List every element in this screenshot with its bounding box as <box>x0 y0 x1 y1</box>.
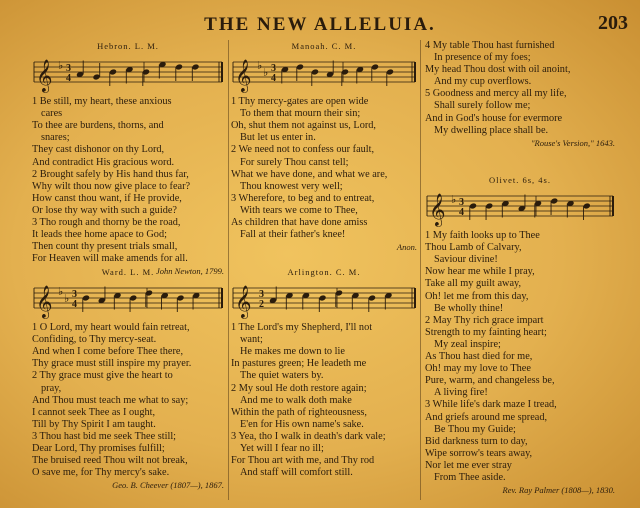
verse-line: A living fire! <box>434 387 488 399</box>
treble-clef: 𝄞 <box>235 285 252 319</box>
verse-line: Pure, warm, and changeless be, <box>425 375 555 387</box>
verse-line: I cannot seek Thee as I ought, <box>32 406 156 418</box>
hymn-lines <box>32 322 224 479</box>
verse-line: 2 May Thy rich grace impart <box>425 314 544 326</box>
music-staff-hebron <box>32 52 224 96</box>
verse-line: My dwelling place shall be. <box>434 124 549 136</box>
verse-line: What we have done, and what we are, <box>231 168 388 180</box>
verse-line: From Thee aside. <box>434 471 506 483</box>
hymn-author: Geo. B. Cheever (1807—), 1867. <box>112 480 224 491</box>
verse-line: And contradict His gracious word. <box>32 156 175 168</box>
time-signature-bottom: 4 <box>66 73 71 85</box>
verse-line: The bruised reed Thou wilt not break, <box>32 455 188 467</box>
hymn-lines <box>231 96 417 241</box>
tune-heading: Manoah. C. M. <box>291 41 357 51</box>
time-signature-bottom: 4 <box>72 299 77 311</box>
verse-line: Confiding, to Thy mercy-seat. <box>32 334 157 346</box>
time-signature-bottom: 4 <box>459 207 464 219</box>
verse-line: And staff will comfort still. <box>240 467 353 479</box>
tune-heading: Arlington. C. M. <box>287 267 361 277</box>
verse-line: But let us enter in. <box>240 132 316 144</box>
music-staff-olivet <box>425 186 615 230</box>
hymn-author: "Rouse's Version," 1643. <box>530 137 615 148</box>
verse-line: Within the path of righteousness, <box>231 406 367 418</box>
hymn-author: John Newton, 1799. <box>156 266 224 277</box>
treble-clef: 𝄞 <box>36 285 53 319</box>
flat-sign: ♭ <box>64 292 70 306</box>
verse-line: And when I come before Thee there, <box>32 346 184 358</box>
time-signature-top: 3 <box>459 197 464 209</box>
verse-line: Or lose thy way with such a guide? <box>32 204 177 216</box>
verse-line: And in God's house for evermore <box>425 112 563 124</box>
time-signature-top: 3 <box>259 289 264 301</box>
tune-heading: Olivet. 6s, 4s. <box>489 175 551 185</box>
verse-line: To them that mourn their sin; <box>240 108 361 120</box>
time-signature-bottom: 4 <box>271 73 276 85</box>
hymn-lines <box>32 96 224 265</box>
verse-line: To thee are burdens, thorns, and <box>32 120 164 132</box>
verse-line: Fall at their father's knee! <box>240 229 346 241</box>
verse-line: 3 While life's dark maze I tread, <box>425 399 557 411</box>
flat-sign: ♭ <box>58 285 64 299</box>
verse-line: Why wilt thou now give place to fear? <box>32 180 191 192</box>
hymn-arlington <box>231 266 417 479</box>
verse-line: Then count thy present trials small, <box>32 241 178 253</box>
verse-line: 3 Wherefore, to beg and to entreat, <box>231 192 375 204</box>
verse-line: Oh, shut them not against us, Lord, <box>231 120 377 132</box>
verse-line: For surely Thou canst tell; <box>240 156 349 168</box>
verse-line: Be wholly thine! <box>434 302 504 314</box>
treble-clef: 𝄞 <box>235 59 252 93</box>
verse-line: want; <box>240 334 263 346</box>
verse-line: As Thou hast died for me, <box>425 351 533 363</box>
verse-line: Saviour divine! <box>434 254 498 266</box>
treble-clef: 𝄞 <box>36 59 53 93</box>
verse-line: 5 Goodness and mercy all my life, <box>425 88 567 100</box>
hymn-psalm23-continued <box>425 40 615 149</box>
verse-line: Thy grace must still inspire my prayer. <box>32 358 192 370</box>
verse-line: pray, <box>41 382 62 394</box>
verse-line: Oh! may my love to Thee <box>425 363 531 375</box>
verse-line: Thou knowest very well; <box>240 180 343 192</box>
verse-line: Oh! let me from this day, <box>425 290 529 302</box>
verse-line: 3 Tho rough and thorny be the road, <box>32 217 181 229</box>
verse-line: 2 Brought safely by His hand thus far, <box>32 168 189 180</box>
verse-line: And my cup overflows. <box>434 76 532 88</box>
hymn-manoah <box>231 40 417 253</box>
hymn-olivet <box>425 174 615 496</box>
flat-sign: ♭ <box>451 193 457 207</box>
column-divider <box>228 40 229 500</box>
verse-line: 3 Yea, tho I walk in death's dark vale; <box>231 430 386 442</box>
verse-line: Take all my guilt away, <box>425 278 522 290</box>
verse-line: Dear Lord, Thy promises fulfill; <box>32 443 165 455</box>
verse-line: Be Thou my Guide; <box>434 423 516 435</box>
hymn-hebron <box>32 40 224 278</box>
verse-line: 2 My soul He doth restore again; <box>231 382 367 394</box>
time-signature-top: 3 <box>271 63 276 75</box>
verse-line: It leads thee home apace to God; <box>32 229 167 241</box>
page-title: THE NEW ALLELUIA. <box>204 14 436 35</box>
verse-line: Strength to my fainting heart; <box>425 326 547 338</box>
time-signature-top: 3 <box>66 63 71 75</box>
verse-line: Wipe sorrow's tears away, <box>425 447 533 459</box>
flat-sign: ♭ <box>58 59 64 73</box>
verse-line: And griefs around me spread, <box>425 411 548 423</box>
verse-line: Shall surely follow me; <box>434 100 531 112</box>
hymn-author: Rev. Ray Palmer (1808—), 1830. <box>502 485 615 496</box>
hymn-ward <box>32 266 224 491</box>
verse-line: Yet will I fear no ill; <box>240 443 324 455</box>
verse-line: And Thou must teach me what to say; <box>32 394 189 406</box>
time-signature-bottom: 2 <box>259 299 264 311</box>
hymn-lines <box>425 40 615 137</box>
verse-line: Till by Thy Spirit I am taught. <box>32 418 156 430</box>
verse-line: For Heaven will make amends for all. <box>32 253 188 265</box>
verse-line: My zeal inspire; <box>434 338 501 350</box>
verse-line: 4 My table Thou hast furnished <box>425 40 555 51</box>
flat-sign: ♭ <box>263 66 269 80</box>
verse-line: 2 We need not to confess our fault, <box>231 144 375 156</box>
verse-line: As children that have done amiss <box>231 217 368 229</box>
hymn-lines <box>425 230 615 484</box>
verse-line: E'en for His own name's sake. <box>240 418 364 430</box>
verse-line: 1 The Lord's my Shepherd, I'll not <box>231 322 373 334</box>
column-divider <box>420 40 421 500</box>
time-signature-top: 3 <box>72 289 77 301</box>
flat-sign: ♭ <box>257 59 263 73</box>
verse-line: Thou Lamb of Calvary, <box>425 242 522 254</box>
music-staff-arlington <box>231 278 417 322</box>
music-staff-ward <box>32 278 224 322</box>
verse-line: 1 Thy mercy-gates are open wide <box>231 96 369 108</box>
tune-heading: Hebron. L. M. <box>97 41 159 51</box>
verse-line: 1 O Lord, my heart would fain retreat, <box>32 322 190 334</box>
verse-line: Now hear me while I pray, <box>425 266 535 278</box>
verse-line: cares <box>41 108 63 120</box>
verse-line: And me to walk doth make <box>240 394 352 406</box>
verse-line: In presence of my foes; <box>434 52 531 64</box>
music-staff-manoah <box>231 52 417 96</box>
verse-line: They cast dishonor on thy Lord, <box>32 144 165 156</box>
hymn-lines <box>231 322 417 479</box>
verse-line: With tears we come to Thee, <box>240 204 358 216</box>
verse-line: The quiet waters by. <box>240 370 324 382</box>
verse-line: 3 Thou hast bid me seek Thee still; <box>32 430 177 442</box>
treble-clef: 𝄞 <box>429 193 446 227</box>
verse-line: 2 Thy grace must give the heart to <box>32 370 173 382</box>
verse-line: He makes me down to lie <box>240 346 345 358</box>
tune-heading: Ward. L. M. <box>101 267 155 277</box>
page-number: 203 <box>598 12 628 34</box>
verse-line: How canst thou want, if He provide, <box>32 192 182 204</box>
verse-line: 1 My faith looks up to Thee <box>425 230 540 242</box>
verse-line: snares; <box>41 132 70 144</box>
verse-line: Bid darkness turn to day, <box>425 435 528 447</box>
verse-line: 1 Be still, my heart, these anxious <box>32 96 172 108</box>
verse-line: For Thou art with me, and Thy rod <box>231 455 375 467</box>
verse-line: O save me, for Thy mercy's sake. <box>32 467 170 479</box>
verse-line: Nor let me ever stray <box>425 459 512 471</box>
hymn-author: Anon. <box>396 242 417 253</box>
verse-line: My head Thou dost with oil anoint, <box>425 64 571 76</box>
verse-line: In pastures green; He leadeth me <box>231 358 367 370</box>
